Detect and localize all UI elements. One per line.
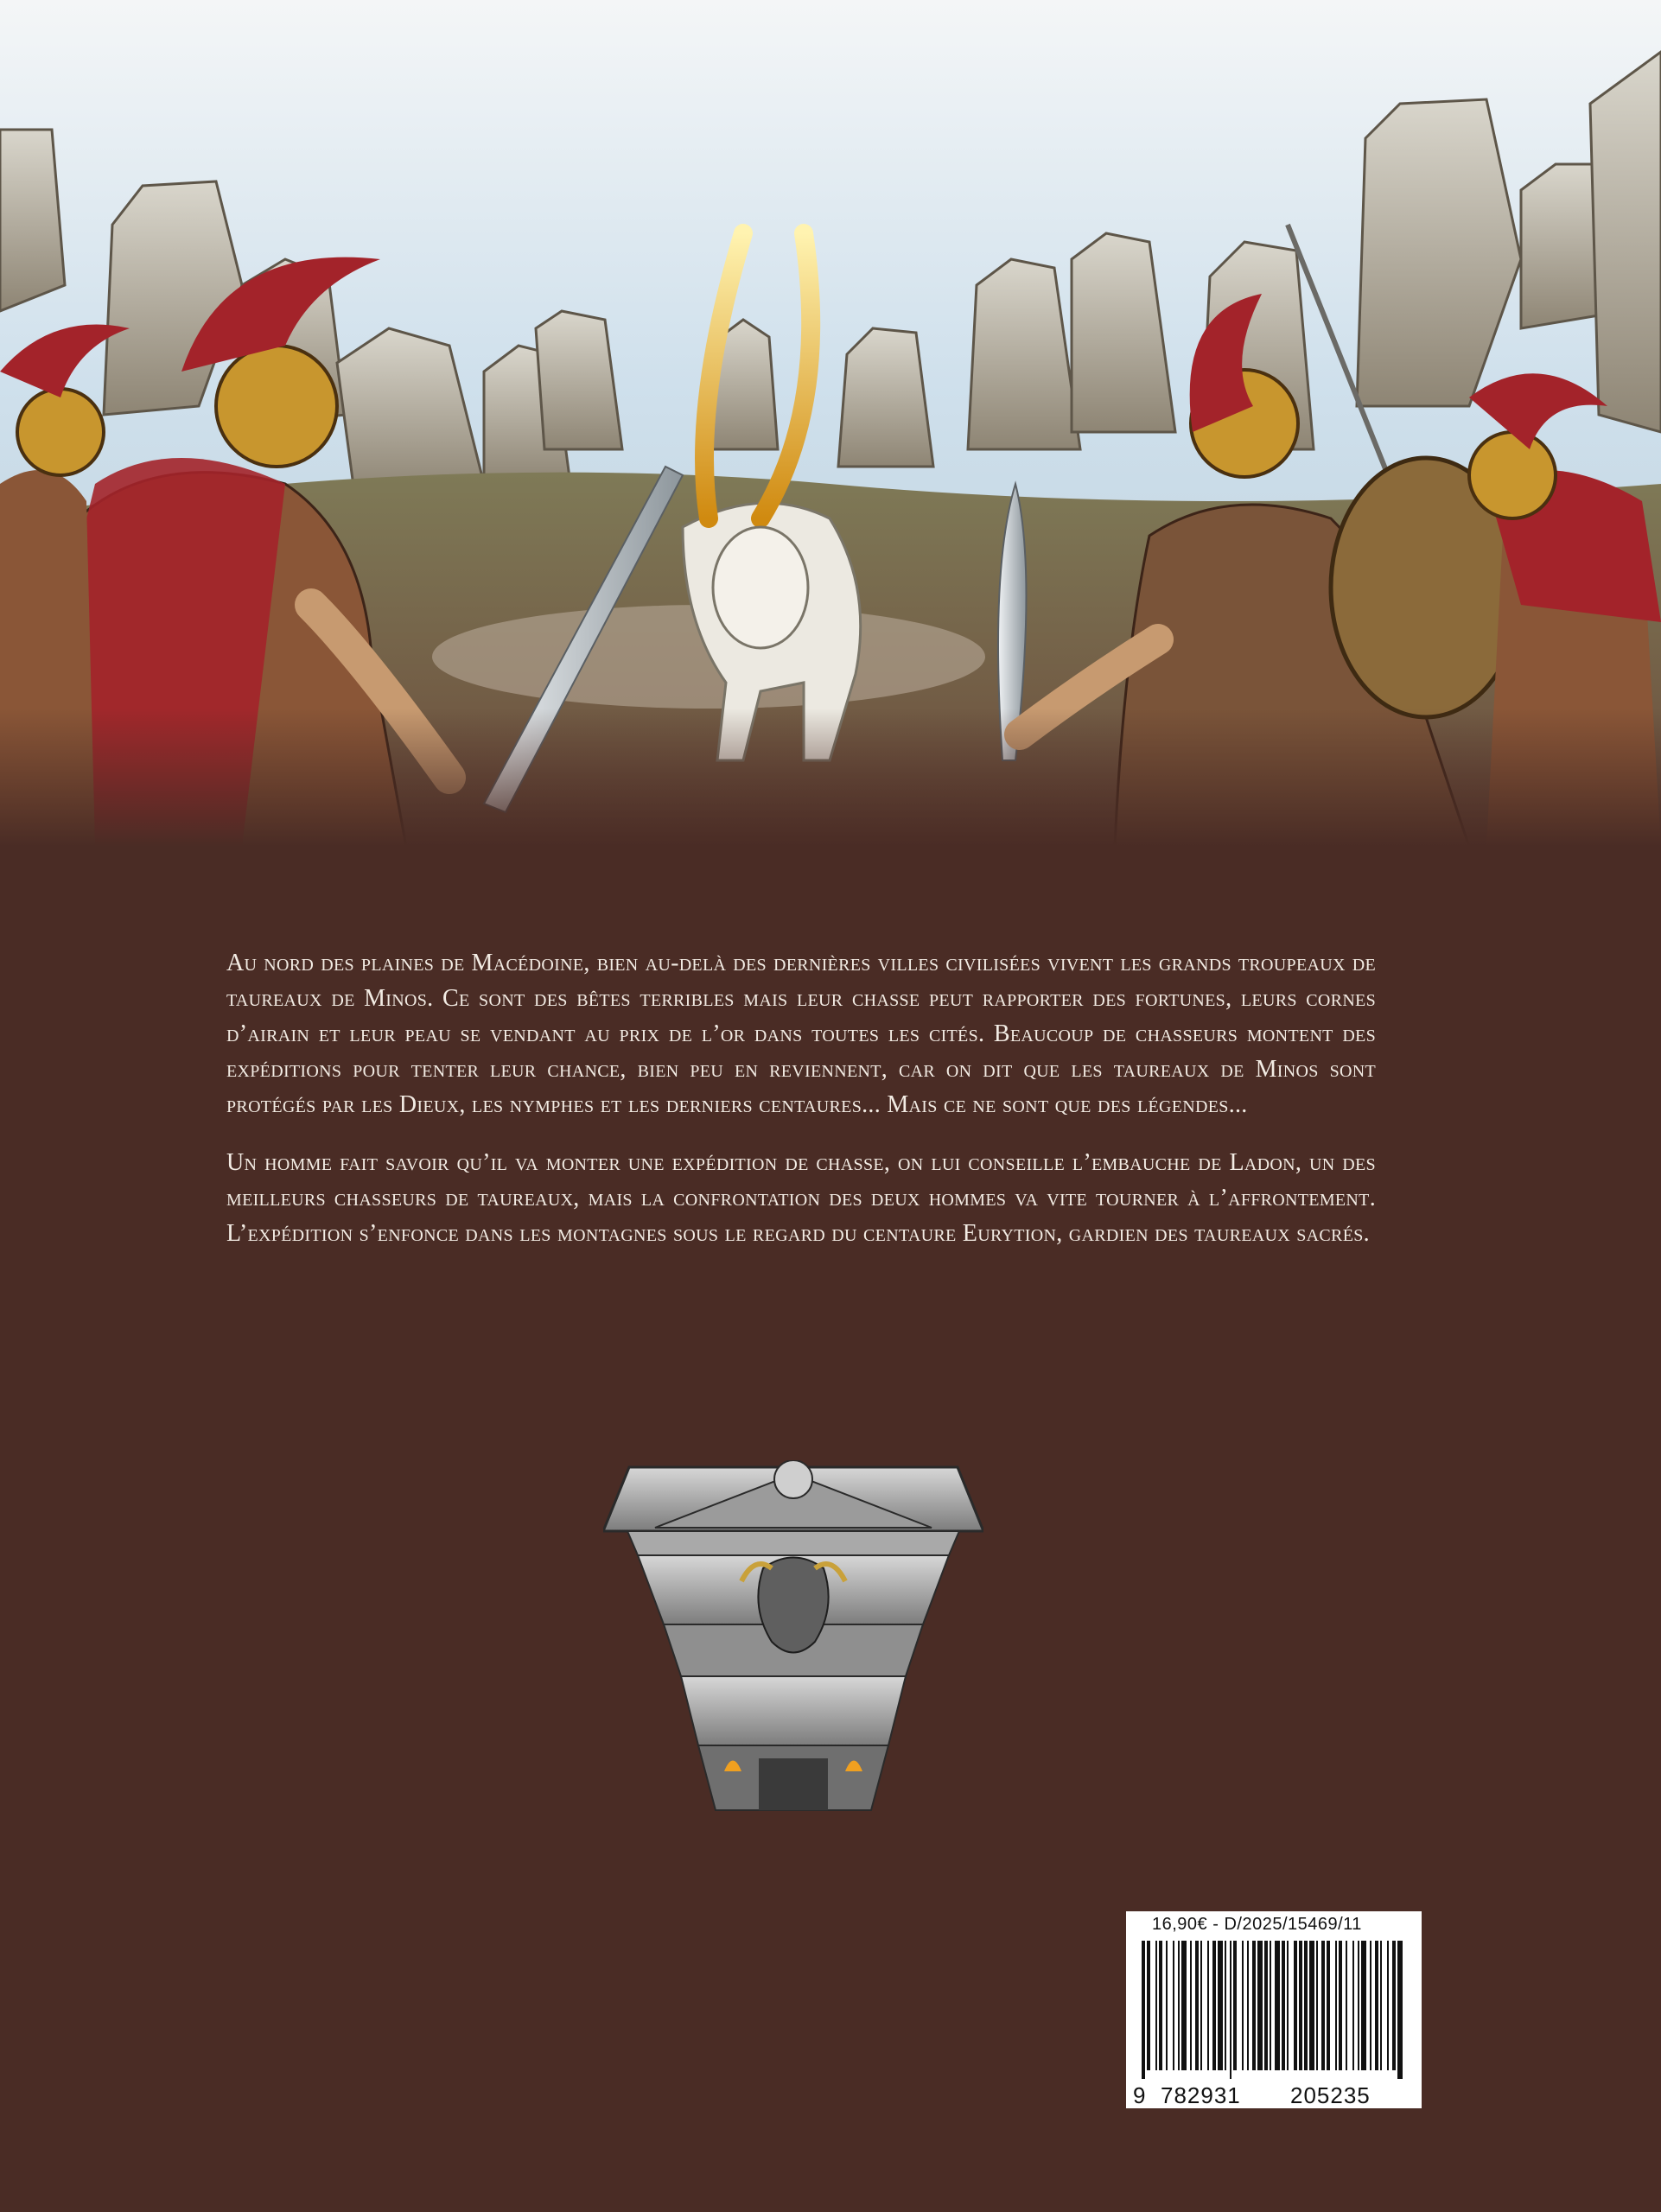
- barcode-bar: [1294, 1941, 1297, 2070]
- barcode-bar: [1309, 1941, 1314, 2070]
- barcode-bar: [1270, 1941, 1271, 2070]
- synopsis: [226, 945, 1376, 1274]
- barcode-bar: [1275, 1941, 1280, 2070]
- barcode-bar: [1321, 1941, 1325, 2070]
- barcode-bar: [1380, 1941, 1382, 2070]
- barcode-bar: [1242, 1941, 1244, 2070]
- isbn-left-group: 782931: [1161, 2082, 1241, 2108]
- barcode-bar: [1195, 1941, 1199, 2070]
- synopsis-paragraph-2: Un homme fait savoir qu’il va monter une expédition de chasse, on lui conseille l’embauche de Ladon, un des meilleurs chasseurs de taureaux, mais la confrontation des deux hommes va vite tourner à l’affrontement. L’expédition s’enfonce dans les montagnes sous le regard du centaure Eurytion, gardien des taureaux sacrés.: [226, 1149, 1376, 1247]
- barcode-bar: [1299, 1941, 1302, 2070]
- barcode-bar: [1147, 1941, 1150, 2070]
- barcode-bar: [1155, 1941, 1157, 2070]
- ean-barcode-icon: [1138, 1941, 1410, 2079]
- barcode-bar: [1370, 1941, 1371, 2070]
- barcode-bar: [1247, 1941, 1249, 2070]
- barcode-bar: [1316, 1941, 1318, 2070]
- isbn-right-group: 205235: [1290, 2082, 1371, 2108]
- barcode-bar: [1252, 1941, 1256, 2070]
- barcode-bar: [1181, 1941, 1187, 2070]
- barcode-bar: [1352, 1941, 1354, 2070]
- barcode-bar: [1207, 1941, 1209, 2070]
- barcode-bar: [1392, 1941, 1396, 2070]
- barcode-bar: [1358, 1941, 1359, 2070]
- barcode-bar: [1190, 1941, 1192, 2070]
- barcode-bar: [1335, 1941, 1337, 2070]
- barcode-bar: [1230, 1941, 1231, 2079]
- barcode-bar: [1212, 1941, 1216, 2070]
- barcode-bar: [1225, 1941, 1226, 2070]
- barcode-bar: [1361, 1941, 1366, 2070]
- barcode-bar: [1346, 1941, 1347, 2070]
- synopsis-paragraph-1: Au nord des plaines de Macédoine, bien au-delà des dernières villes civilisées vivent les grands troupeaux de taureaux de Minos. Ce sont des bêtes terribles mais leur chasse peut rapporter des fortunes, leurs cornes d’airain et leur peau se vendant au prix de l’or dans toutes les cités. Beaucoup de chasseurs montent des expéditions pour tenter leur chance, bien peu en reviennent, car on dit que les taureaux de Minos sont protégés par les Dieux, les nymphes et les derniers centaures... Mais ce ne sont que des légendes...: [226, 950, 1376, 1118]
- barcode-bar: [1142, 1941, 1145, 2079]
- barcode-bar: [1233, 1941, 1237, 2070]
- barcode-bar: [1200, 1941, 1202, 2070]
- illustration-fade: [0, 709, 1661, 847]
- barcode-panel: [1126, 1911, 1422, 2108]
- barcode-bar: [1159, 1941, 1162, 2070]
- barcode-bar: [1287, 1941, 1289, 2070]
- barcode-bar: [1178, 1941, 1180, 2070]
- temple-bull-emblem-icon: [603, 1460, 983, 1815]
- isbn-first-digit: 9: [1133, 2082, 1147, 2108]
- barcode-bar: [1257, 1941, 1263, 2070]
- barcode-bar: [1375, 1941, 1378, 2070]
- barcode-bar: [1218, 1941, 1223, 2070]
- barcode-bar: [1282, 1941, 1285, 2070]
- price-and-legal-deposit: 16,90€ - D/2025/15469/11: [1152, 1915, 1362, 1934]
- barcode-bar: [1327, 1941, 1330, 2070]
- barcode-bar: [1166, 1941, 1168, 2070]
- barcode-bar: [1339, 1941, 1342, 2070]
- barcode-bar: [1304, 1941, 1308, 2070]
- barcode-bar: [1173, 1941, 1174, 2070]
- barcode-bar: [1387, 1941, 1389, 2070]
- barcode-bar: [1397, 1941, 1403, 2079]
- cover-illustration: [0, 0, 1661, 847]
- barcode-bar: [1264, 1941, 1268, 2070]
